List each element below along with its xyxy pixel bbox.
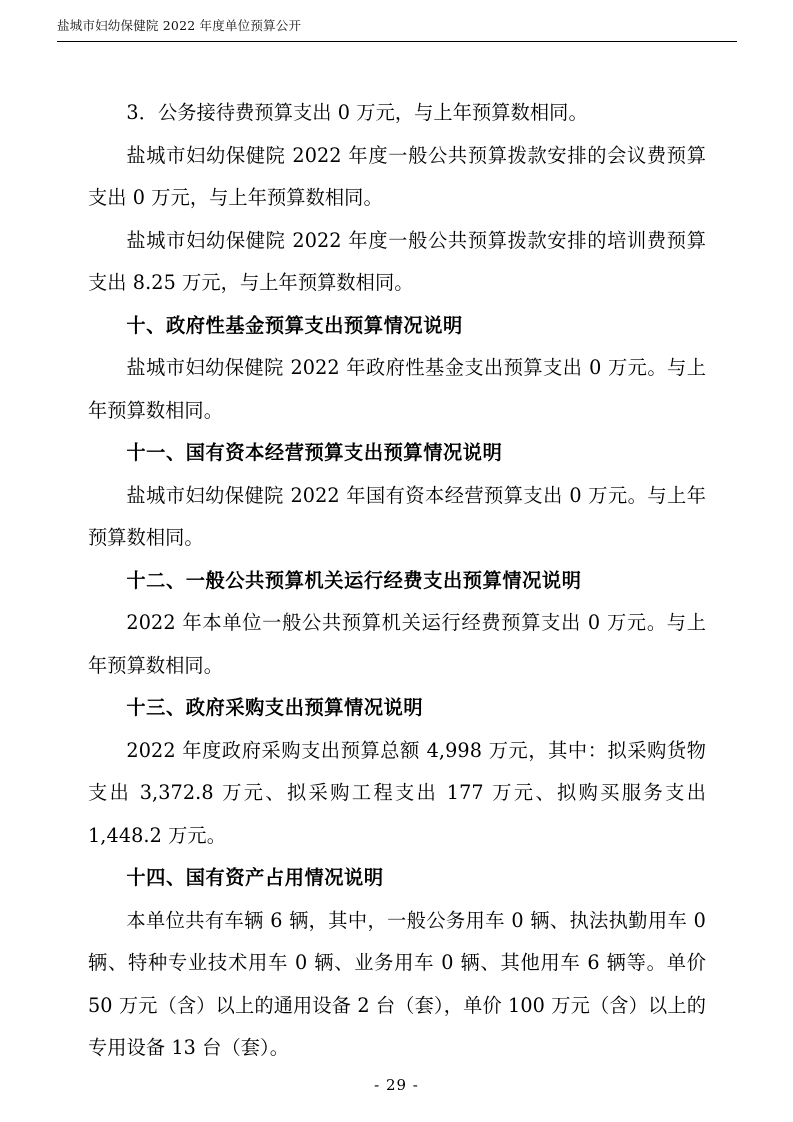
paragraph: 本单位共有车辆 6 辆，其中，一般公务用车 0 辆、执法执勤用车 0 辆、特种专业技术用车 0 辆、业务用车 0 辆、其他用车 6 辆等。单价 50 万元（含）以上的通用设备 2 台（套），单价 100 万元（含）以上的专用设备 13 台（套）。 — [88, 908, 706, 1059]
paragraph: 盐城市妇幼保健院 2022 年政府性基金支出预算支出 0 万元。与上年预算数相同。 — [88, 356, 706, 422]
paragraph: 3．公务接待费预算支出 0 万元，与上年预算数相同。 — [126, 101, 588, 124]
page-header-title: 盐城市妇幼保健院 2022 年度单位预算公开 — [57, 18, 302, 33]
paragraph: 2022 年度政府采购支出预算总额 4,998 万元，其中：拟采购货物支出 3,372.8 万元、拟采购工程支出 177 万元、拟购买服务支出 1,448.2 万元。 — [88, 738, 706, 847]
document-body — [88, 92, 706, 1070]
section-heading: 十一、国有资本经营预算支出预算情况说明 — [126, 441, 503, 464]
paragraph: 2022 年本单位一般公共预算机关运行经费预算支出 0 万元。与上年预算数相同。 — [88, 611, 706, 677]
section-heading: 十、政府性基金预算支出预算情况说明 — [126, 313, 463, 337]
section-heading: 十二、一般公共预算机关运行经费支出预算情况说明 — [126, 568, 582, 592]
paragraph: 盐城市妇幼保健院 2022 年度一般公共预算拨款安排的会议费预算支出 0 万元，与上年预算数相同。 — [88, 143, 706, 209]
section-heading: 十三、政府采购支出预算情况说明 — [126, 696, 424, 719]
page-number: - 29 - — [374, 1076, 419, 1094]
header-divider — [57, 41, 737, 42]
paragraph: 盐城市妇幼保健院 2022 年度一般公共预算拨款安排的培训费预算支出 8.25 万元，与上年预算数相同。 — [88, 228, 706, 294]
paragraph: 盐城市妇幼保健院 2022 年国有资本经营预算支出 0 万元。与上年预算数相同。 — [88, 483, 706, 549]
section-heading: 十四、国有资产占用情况说明 — [126, 866, 384, 889]
